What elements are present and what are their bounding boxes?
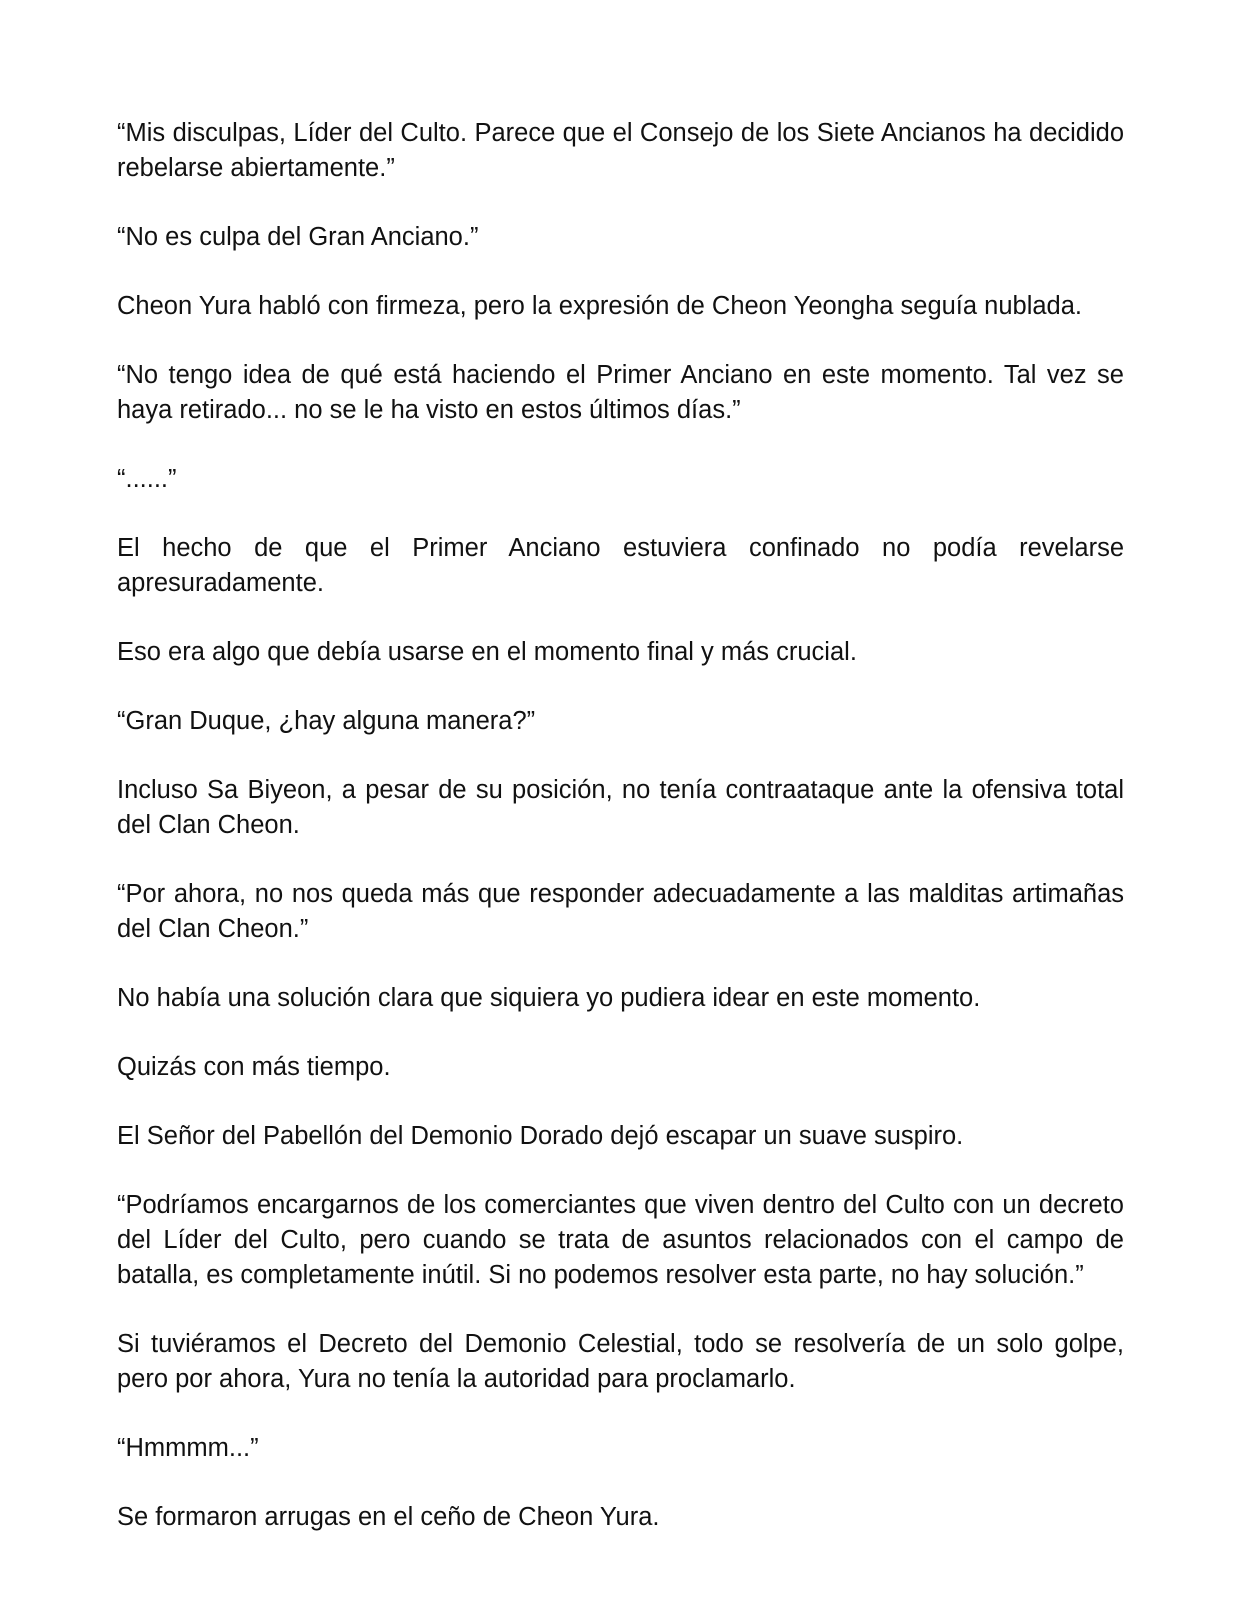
paragraph-12: Quizás con más tiempo. <box>117 1053 391 1081</box>
document-page <box>117 116 1124 1535</box>
paragraph-6: El hecho de que el Primer Anciano estuviera confinado no podía revelarse apresuradamente. <box>117 534 1124 597</box>
paragraph-10: “Por ahora, no nos queda más que responder adecuadamente a las malditas artimañas del Clan Cheon.” <box>117 880 1124 943</box>
paragraph-4: “No tengo idea de qué está haciendo el Primer Anciano en este momento. Tal vez se haya retirado... no se le ha visto en estos últimos días.” <box>117 361 1124 424</box>
paragraph-11: No había una solución clara que siquiera yo pudiera idear en este momento. <box>117 984 981 1012</box>
paragraph-17: Se formaron arrugas en el ceño de Cheon Yura. <box>117 1503 660 1531</box>
paragraph-8: “Gran Duque, ¿hay alguna manera?” <box>117 707 536 735</box>
paragraph-13: El Señor del Pabellón del Demonio Dorado dejó escapar un suave suspiro. <box>117 1122 964 1150</box>
paragraph-14: “Podríamos encargarnos de los comerciantes que viven dentro del Culto con un decreto del Líder del Culto, pero cuando se trata de asuntos relacionados con el campo de batalla, es completamente inútil. Si no podemos resolver esta parte, no hay solución.” <box>117 1191 1124 1289</box>
paragraph-2: “No es culpa del Gran Anciano.” <box>117 223 479 251</box>
paragraph-15: Si tuviéramos el Decreto del Demonio Celestial, todo se resolvería de un solo golpe, pero por ahora, Yura no tenía la autoridad para proclamarlo. <box>117 1330 1124 1393</box>
paragraph-16: “Hmmmm...” <box>117 1434 259 1462</box>
paragraph-7: Eso era algo que debía usarse en el momento final y más crucial. <box>117 638 857 666</box>
paragraph-3: Cheon Yura habló con firmeza, pero la expresión de Cheon Yeongha seguía nublada. <box>117 292 1083 320</box>
paragraph-1: “Mis disculpas, Líder del Culto. Parece que el Consejo de los Siete Ancianos ha decidido rebelarse abiertamente.” <box>117 119 1124 182</box>
paragraph-5: “......” <box>117 465 177 493</box>
paragraph-9: Incluso Sa Biyeon, a pesar de su posición, no tenía contraataque ante la ofensiva total del Clan Cheon. <box>117 776 1124 839</box>
